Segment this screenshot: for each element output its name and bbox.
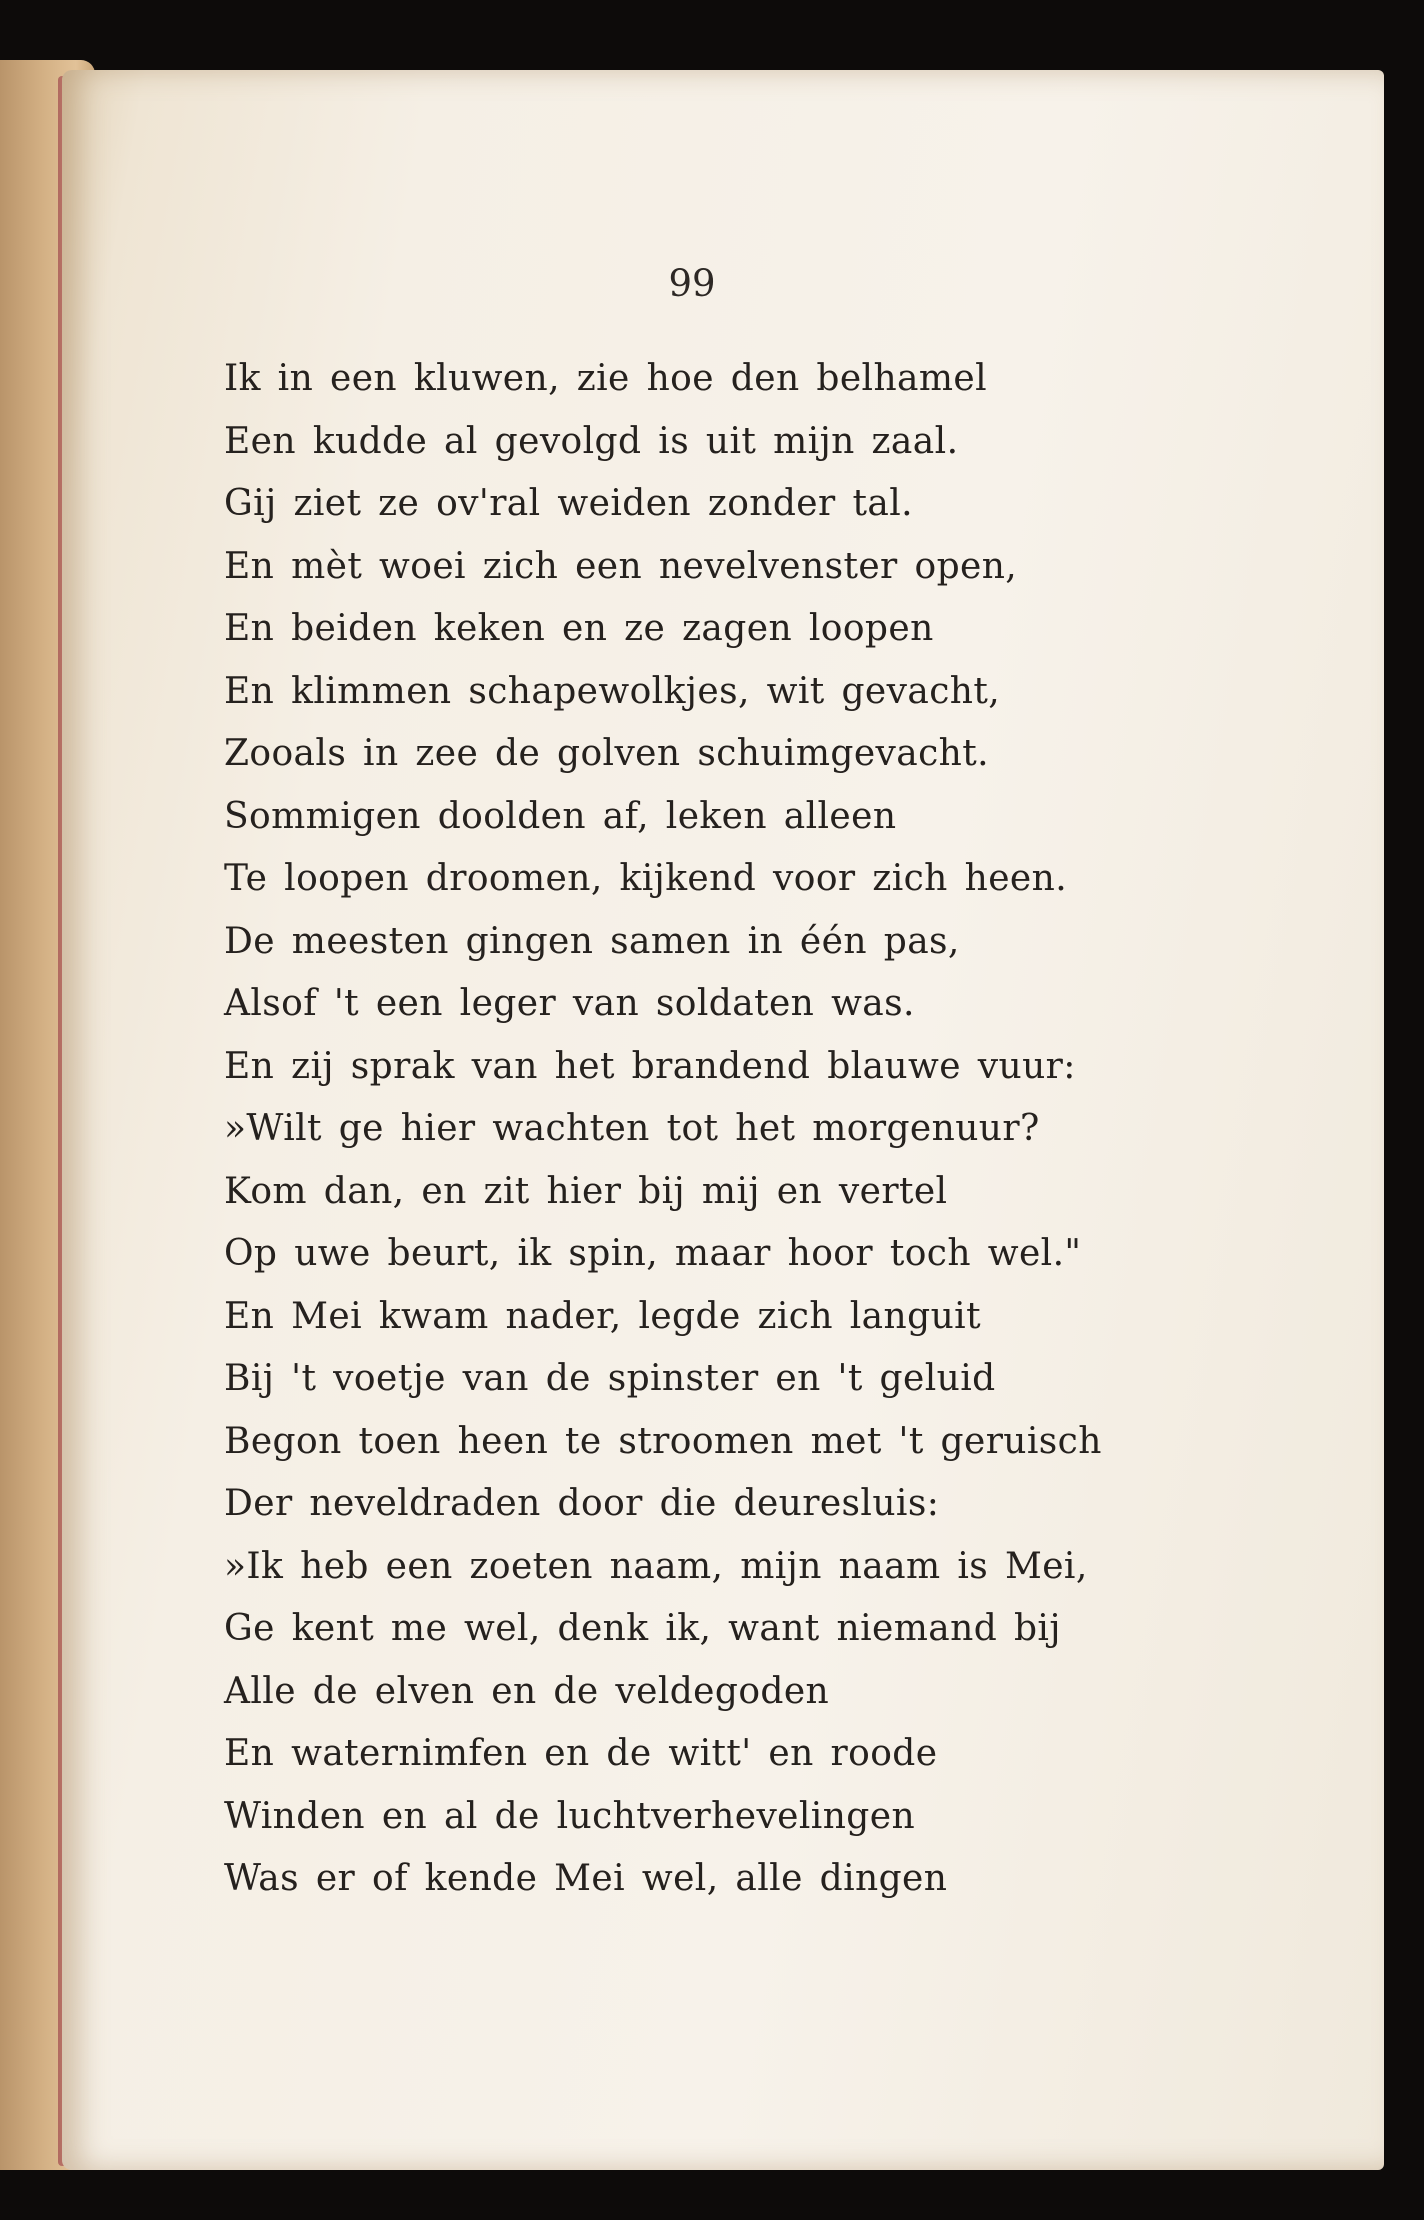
verse-line: Een kudde al gevolgd is uit mijn zaal. bbox=[224, 420, 959, 462]
verse-line: En mèt woei zich een nevelvenster open, bbox=[224, 545, 1018, 587]
verse-line: »Ik heb een zoeten naam, mijn naam is Mei, bbox=[224, 1545, 1088, 1587]
verse-line: Bij 't voetje van de spinster en 't geluid bbox=[224, 1358, 996, 1399]
verse-line: Der neveldraden door die deuresluis: bbox=[224, 1483, 940, 1524]
verse-line: Alsof 't een leger van soldaten was. bbox=[224, 983, 915, 1024]
verse-line: »Wilt ge hier wachten tot het morgenuur? bbox=[224, 1108, 1040, 1149]
verse-line: En Mei kwam nader, legde zich languit bbox=[224, 1295, 981, 1337]
verse-line: En klimmen schapewolkjes, wit gevacht, bbox=[224, 670, 1001, 712]
verse-line: Te loopen droomen, kijkend voor zich heen. bbox=[224, 858, 1068, 899]
verse-line: Gij ziet ze ov'ral weiden zonder tal. bbox=[224, 483, 913, 524]
verse-line: De meesten gingen samen in één pas, bbox=[224, 920, 960, 962]
verse-line: Op uwe beurt, ik spin, maar hoor toch wel." bbox=[224, 1233, 1082, 1274]
verse-line: Alle de elven en de veldegoden bbox=[224, 1670, 830, 1712]
verse-line: Ik in een kluwen, zie hoe den belhamel bbox=[224, 358, 988, 399]
verse-line: Sommigen doolden af, leken alleen bbox=[224, 795, 897, 837]
verse-line: En waternimfen en de witt' en roode bbox=[224, 1733, 938, 1774]
verse-line: Ge kent me wel, denk ik, want niemand bij bbox=[224, 1608, 1061, 1649]
verse-line: Zooals in zee de golven schuimgevacht. bbox=[224, 733, 989, 774]
verse-line: Was er of kende Mei wel, alle dingen bbox=[224, 1858, 948, 1899]
verse-line: Begon toen heen te stroomen met 't geruisch bbox=[224, 1420, 1102, 1462]
verse-line: En beiden keken en ze zagen loopen bbox=[224, 608, 934, 649]
verse-line: En zij sprak van het brandend blauwe vuur: bbox=[224, 1045, 1076, 1087]
page-number: 99 bbox=[668, 262, 716, 305]
poem-text bbox=[224, 348, 1344, 1911]
verse-line: Kom dan, en zit hier bij mij en vertel bbox=[224, 1170, 948, 1212]
verse-line: Winden en al de luchtverhevelingen bbox=[224, 1795, 916, 1837]
